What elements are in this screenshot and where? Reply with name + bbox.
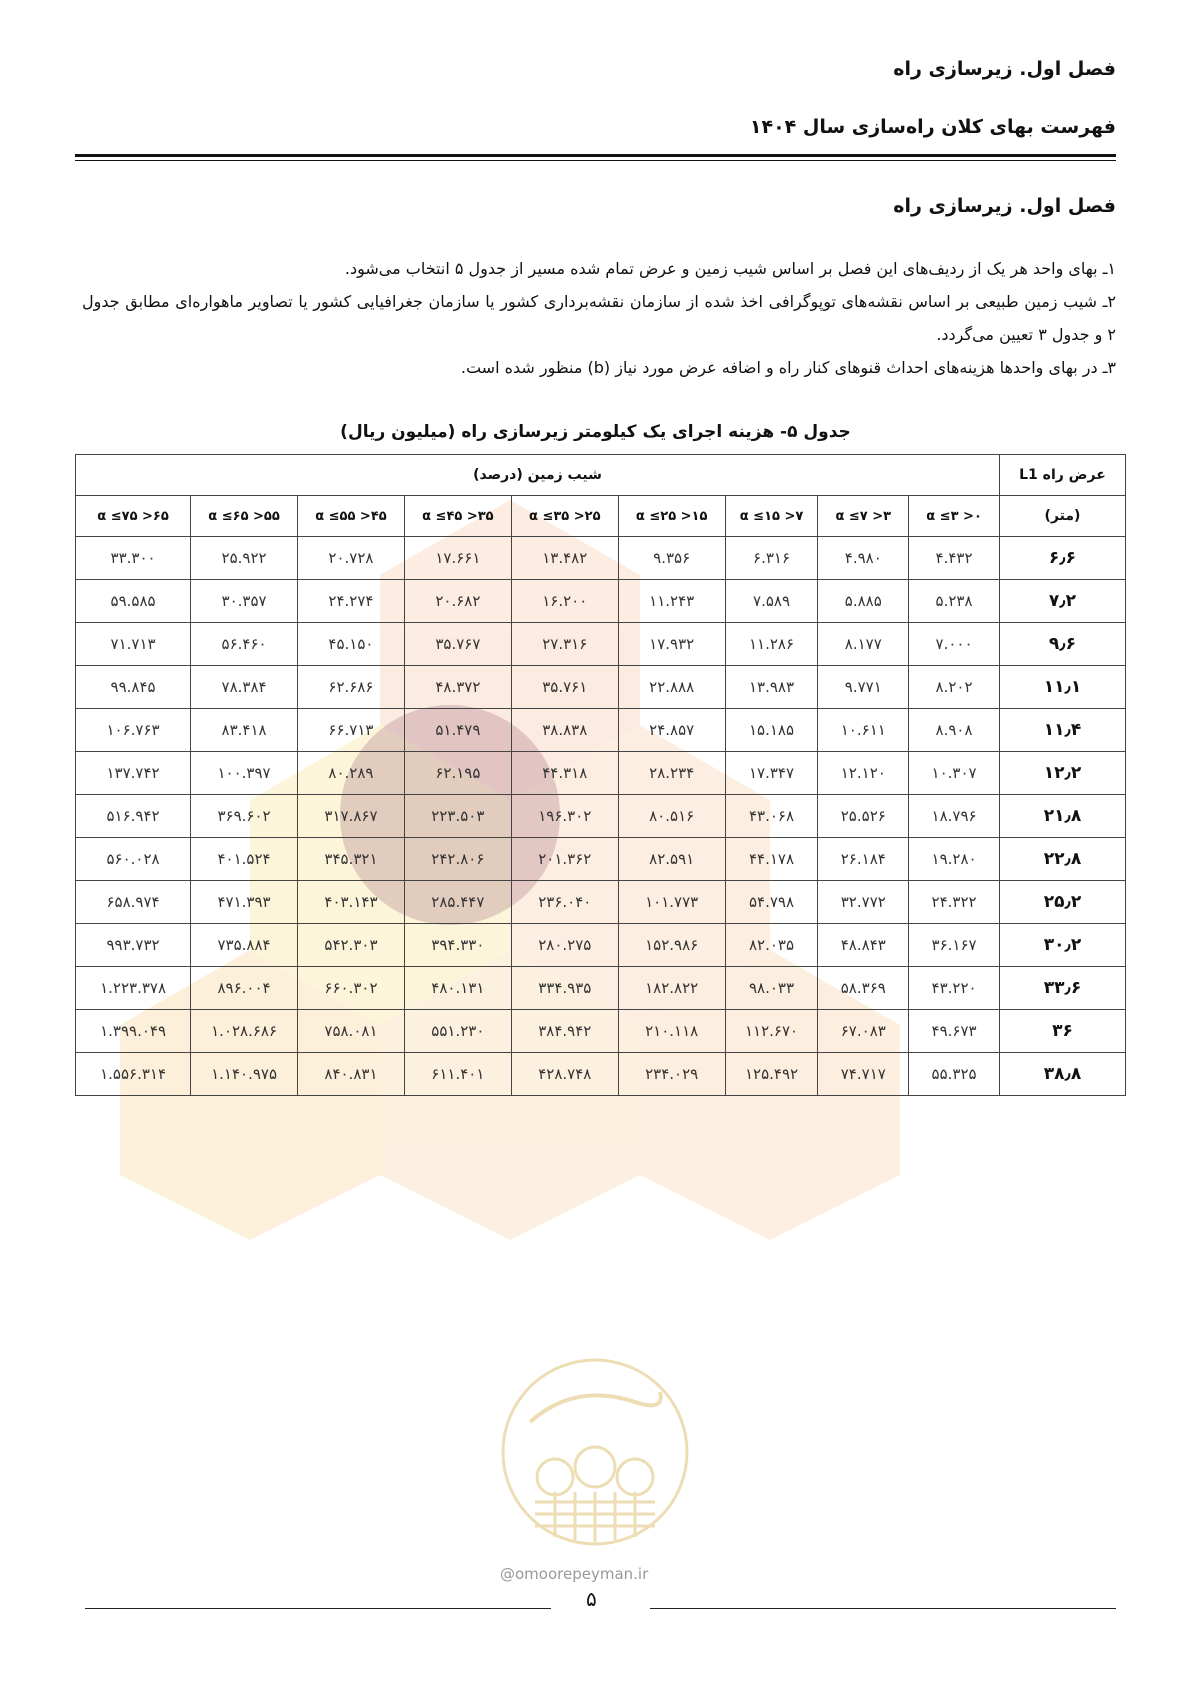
cost-cell: ۵۴.۷۹۸ xyxy=(725,881,818,924)
cost-cell: ۸۳.۴۱۸ xyxy=(191,709,298,752)
cost-cell: ۱۳.۴۸۲ xyxy=(511,537,618,580)
cost-cell: ۲۴.۲۷۴ xyxy=(298,580,405,623)
cost-cell: ۳۹۴.۳۳۰ xyxy=(404,924,511,967)
cost-cell: ۲۷.۳۱۶ xyxy=(511,623,618,666)
cost-cell: ۵.۲۳۸ xyxy=(909,580,1000,623)
slope-range-4: ۱۵< α ≤۲۵ xyxy=(618,496,725,537)
cost-cell: ۲۰.۷۲۸ xyxy=(298,537,405,580)
cost-cell: ۸.۲۰۲ xyxy=(909,666,1000,709)
cost-cell: ۶۱۱.۴۰۱ xyxy=(404,1053,511,1096)
road-width-cell: ۲۱٫۸ xyxy=(999,795,1125,838)
note-2: ۲ـ شیب زمین طبیعی بر اساس نقشه‌های توپوگرافی اخذ شده از سازمان نقشه‌برداری کشور یا سازمان جغرافیایی کشور یا تصاویر ماهواره‌ای مطابق جدول ۲ و جدول ۳ تعیین می‌گردد. xyxy=(82,292,1116,344)
cost-cell: ۴۰۱.۵۲۴ xyxy=(191,838,298,881)
slope-range-2: ۳< α ≤۷ xyxy=(818,496,909,537)
table-caption: جدول ۵- هزینه اجرای یک کیلومتر زیرسازی راه (میلیون ریال) xyxy=(340,422,851,442)
cost-cell: ۸۲.۰۳۵ xyxy=(725,924,818,967)
chapter-heading: فصل اول. زیرسازی راه xyxy=(893,58,1116,80)
cost-cell: ۷.۵۸۹ xyxy=(725,580,818,623)
slope-range-9: ۶۵< α ≤۷۵ xyxy=(76,496,191,537)
road-width-cell: ۲۵٫۲ xyxy=(999,881,1125,924)
cost-cell: ۹۸.۰۳۳ xyxy=(725,967,818,1010)
table-row xyxy=(76,1010,1126,1053)
cost-cell: ۱۸۲.۸۲۲ xyxy=(618,967,725,1010)
cost-cell: ۴۰۳.۱۴۳ xyxy=(298,881,405,924)
cost-cell: ۱۵۲.۹۸۶ xyxy=(618,924,725,967)
cost-cell: ۷۸.۳۸۴ xyxy=(191,666,298,709)
cost-cell: ۲۸۵.۴۴۷ xyxy=(404,881,511,924)
slope-range-5: ۲۵< α ≤۳۵ xyxy=(511,496,618,537)
cost-cell: ۱۶.۲۰۰ xyxy=(511,580,618,623)
cost-cell: ۱۱.۲۸۶ xyxy=(725,623,818,666)
cost-cell: ۵۵.۳۲۵ xyxy=(909,1053,1000,1096)
cost-cell: ۴۷۱.۳۹۳ xyxy=(191,881,298,924)
road-width-cell: ۷٫۲ xyxy=(999,580,1125,623)
cost-cell: ۲۱۰.۱۱۸ xyxy=(618,1010,725,1053)
cost-cell: ۴.۴۳۲ xyxy=(909,537,1000,580)
cost-cell: ۱.۰۲۸.۶۸۶ xyxy=(191,1010,298,1053)
road-cost-table xyxy=(75,454,1126,1096)
cost-cell: ۶۲.۶۸۶ xyxy=(298,666,405,709)
cost-cell: ۳۵.۷۶۱ xyxy=(511,666,618,709)
cost-cell: ۸۰.۲۸۹ xyxy=(298,752,405,795)
cost-cell: ۱۰۰.۳۹۷ xyxy=(191,752,298,795)
slope-range-3: ۷< α ≤۱۵ xyxy=(725,496,818,537)
road-width-cell: ۱۱٫۱ xyxy=(999,666,1125,709)
cost-cell: ۲۲.۸۸۸ xyxy=(618,666,725,709)
road-width-cell: ۳۰٫۲ xyxy=(999,924,1125,967)
page-number: ۵ xyxy=(586,1587,597,1611)
cost-cell: ۱۸.۷۹۶ xyxy=(909,795,1000,838)
table-row xyxy=(76,709,1126,752)
cost-cell: ۳۶۹.۶۰۲ xyxy=(191,795,298,838)
cost-cell: ۳۲.۷۷۲ xyxy=(818,881,909,924)
cost-cell: ۵.۸۸۵ xyxy=(818,580,909,623)
cost-cell: ۳۳.۳۰۰ xyxy=(76,537,191,580)
cost-cell: ۱۲.۱۲۰ xyxy=(818,752,909,795)
cost-cell: ۲۰۱.۳۶۲ xyxy=(511,838,618,881)
cost-cell: ۱۲۵.۴۹۲ xyxy=(725,1053,818,1096)
road-width-cell: ۳۳٫۶ xyxy=(999,967,1125,1010)
slope-range-7: ۴۵< α ≤۵۵ xyxy=(298,496,405,537)
table-row xyxy=(76,623,1126,666)
cost-cell: ۷۳۵.۸۸۴ xyxy=(191,924,298,967)
cost-cell: ۲۶.۱۸۴ xyxy=(818,838,909,881)
cost-cell: ۱۹۶.۳۰۲ xyxy=(511,795,618,838)
cost-cell: ۵۱.۴۷۹ xyxy=(404,709,511,752)
cost-cell: ۱۱.۲۴۳ xyxy=(618,580,725,623)
cost-cell: ۸۹۶.۰۰۴ xyxy=(191,967,298,1010)
cost-cell: ۱۷.۳۴۷ xyxy=(725,752,818,795)
cost-cell: ۳۸۴.۹۴۲ xyxy=(511,1010,618,1053)
cost-cell: ۱۰۶.۷۶۳ xyxy=(76,709,191,752)
cost-cell: ۶۲.۱۹۵ xyxy=(404,752,511,795)
footer-rule-left xyxy=(85,1608,551,1609)
cost-cell: ۲۴.۸۵۷ xyxy=(618,709,725,752)
road-width-cell: ۳۶ xyxy=(999,1010,1125,1053)
cost-cell: ۴۳.۰۶۸ xyxy=(725,795,818,838)
table-row xyxy=(76,752,1126,795)
cost-cell: ۸۲.۵۹۱ xyxy=(618,838,725,881)
cost-cell: ۷.۰۰۰ xyxy=(909,623,1000,666)
cost-cell: ۶۷.۰۸۳ xyxy=(818,1010,909,1053)
cost-cell: ۱۰.۶۱۱ xyxy=(818,709,909,752)
notes xyxy=(82,252,1116,384)
cost-cell: ۸۴۰.۸۳۱ xyxy=(298,1053,405,1096)
cost-cell: ۹۹.۸۴۵ xyxy=(76,666,191,709)
cost-cell: ۵۱۶.۹۴۲ xyxy=(76,795,191,838)
slope-header: شیب زمین (درصد) xyxy=(76,455,1000,496)
cost-cell: ۱۰۱.۷۷۳ xyxy=(618,881,725,924)
cost-cell: ۲۴.۳۲۲ xyxy=(909,881,1000,924)
cost-cell: ۴۸۰.۱۳۱ xyxy=(404,967,511,1010)
table-row xyxy=(76,924,1126,967)
cost-cell: ۱۷.۹۳۲ xyxy=(618,623,725,666)
price-list-title: فهرست بهای کلان راه‌سازی سال ۱۴۰۴ xyxy=(749,116,1116,138)
cost-cell: ۴۴.۱۷۸ xyxy=(725,838,818,881)
header-rule-thin xyxy=(75,160,1116,161)
cost-cell: ۲۸۰.۲۷۵ xyxy=(511,924,618,967)
cost-cell: ۱.۲۲۳.۳۷۸ xyxy=(76,967,191,1010)
cost-cell: ۱۷.۶۶۱ xyxy=(404,537,511,580)
slope-range-8: ۵۵< α ≤۶۵ xyxy=(191,496,298,537)
cost-cell: ۴۸.۸۴۳ xyxy=(818,924,909,967)
organization-logo xyxy=(495,1352,695,1552)
cost-cell: ۹.۷۷۱ xyxy=(818,666,909,709)
table-row xyxy=(76,967,1126,1010)
cost-cell: ۲۳۴.۰۲۹ xyxy=(618,1053,725,1096)
slope-range-6: ۳۵< α ≤۴۵ xyxy=(404,496,511,537)
cost-cell: ۴۹.۶۷۳ xyxy=(909,1010,1000,1053)
cost-cell: ۱۱۲.۶۷۰ xyxy=(725,1010,818,1053)
header-rule-thick xyxy=(75,154,1116,157)
cost-cell: ۳۸.۸۳۸ xyxy=(511,709,618,752)
cost-cell: ۴۸.۳۷۲ xyxy=(404,666,511,709)
road-width-cell: ۹٫۶ xyxy=(999,623,1125,666)
cost-cell: ۲۸.۲۳۴ xyxy=(618,752,725,795)
road-width-cell: ۱۲٫۲ xyxy=(999,752,1125,795)
cost-cell: ۲۳۶.۰۴۰ xyxy=(511,881,618,924)
cost-cell: ۸.۹۰۸ xyxy=(909,709,1000,752)
cost-cell: ۳۵.۷۶۷ xyxy=(404,623,511,666)
cost-cell: ۳۳۴.۹۳۵ xyxy=(511,967,618,1010)
cost-cell: ۴۲۸.۷۴۸ xyxy=(511,1053,618,1096)
table-row xyxy=(76,838,1126,881)
cost-cell: ۵۴۲.۳۰۳ xyxy=(298,924,405,967)
table-row xyxy=(76,537,1126,580)
cost-cell: ۱.۳۹۹.۰۴۹ xyxy=(76,1010,191,1053)
cost-cell: ۳۱۷.۸۶۷ xyxy=(298,795,405,838)
cost-cell: ۱.۵۵۶.۳۱۴ xyxy=(76,1053,191,1096)
cost-cell: ۹۹۳.۷۳۲ xyxy=(76,924,191,967)
cost-cell: ۵۶۰.۰۲۸ xyxy=(76,838,191,881)
note-1: ۱ـ بهای واحد هر یک از ردیف‌های این فصل بر اساس شیب زمین و عرض تمام شده مسیر از جدول ۵ انتخاب می‌شود. xyxy=(344,259,1116,278)
cost-cell: ۴۵.۱۵۰ xyxy=(298,623,405,666)
road-width-cell: ۶٫۶ xyxy=(999,537,1125,580)
road-width-cell: ۱۱٫۴ xyxy=(999,709,1125,752)
note-3: ۳ـ در بهای واحدها هزینه‌های احداث قنوهای کنار راه و اضافه عرض مورد نیاز (b) منظور شده است. xyxy=(460,358,1116,377)
road-width-cell: ۳۸٫۸ xyxy=(999,1053,1125,1096)
cost-cell: ۲۵.۹۲۲ xyxy=(191,537,298,580)
cost-cell: ۸.۱۷۷ xyxy=(818,623,909,666)
cost-cell: ۶۵۸.۹۷۴ xyxy=(76,881,191,924)
table-row xyxy=(76,580,1126,623)
cost-cell: ۸۰.۵۱۶ xyxy=(618,795,725,838)
cost-cell: ۳۰.۳۵۷ xyxy=(191,580,298,623)
cost-cell: ۴۴.۳۱۸ xyxy=(511,752,618,795)
website-label: @omoorepeyman.ir xyxy=(500,1565,649,1583)
slope-range-1: ۰< α ≤۳ xyxy=(909,496,1000,537)
cost-cell: ۱۵.۱۸۵ xyxy=(725,709,818,752)
cost-cell: ۵۵۱.۲۳۰ xyxy=(404,1010,511,1053)
table-row xyxy=(76,1053,1126,1096)
cost-cell: ۲۲۳.۵۰۳ xyxy=(404,795,511,838)
footer-rule-right xyxy=(650,1608,1116,1609)
width-unit: (متر) xyxy=(999,496,1125,537)
cost-cell: ۱.۱۴۰.۹۷۵ xyxy=(191,1053,298,1096)
cost-cell: ۷۵۸.۰۸۱ xyxy=(298,1010,405,1053)
page-header xyxy=(75,58,1116,138)
cost-cell: ۷۴.۷۱۷ xyxy=(818,1053,909,1096)
cost-cell: ۶۶۰.۳۰۲ xyxy=(298,967,405,1010)
table-body xyxy=(76,537,1126,1096)
table-row xyxy=(76,881,1126,924)
cost-cell: ۱۳۷.۷۴۲ xyxy=(76,752,191,795)
cost-cell: ۵۹.۵۸۵ xyxy=(76,580,191,623)
cost-cell: ۷۱.۷۱۳ xyxy=(76,623,191,666)
cost-cell: ۲۰.۶۸۲ xyxy=(404,580,511,623)
width-header xyxy=(999,455,1125,496)
cost-cell: ۹.۳۵۶ xyxy=(618,537,725,580)
cost-cell: ۴.۹۸۰ xyxy=(818,537,909,580)
cost-cell: ۲۵.۵۲۶ xyxy=(818,795,909,838)
road-width-cell: ۲۲٫۸ xyxy=(999,838,1125,881)
cost-cell: ۳۶.۱۶۷ xyxy=(909,924,1000,967)
cost-cell: ۱۳.۹۸۳ xyxy=(725,666,818,709)
cost-cell: ۴۳.۲۲۰ xyxy=(909,967,1000,1010)
cost-cell: ۶.۳۱۶ xyxy=(725,537,818,580)
width-header-label: عرض راه L1 xyxy=(1019,467,1106,483)
table-row xyxy=(76,666,1126,709)
cost-cell: ۱۹.۲۸۰ xyxy=(909,838,1000,881)
cost-cell: ۲۴۲.۸۰۶ xyxy=(404,838,511,881)
table-row xyxy=(76,795,1126,838)
cost-cell: ۵۸.۳۶۹ xyxy=(818,967,909,1010)
cost-cell: ۶۶.۷۱۳ xyxy=(298,709,405,752)
section-title: فصل اول. زیرسازی راه xyxy=(893,195,1116,217)
cost-cell: ۱۰.۳۰۷ xyxy=(909,752,1000,795)
cost-cell: ۵۶.۴۶۰ xyxy=(191,623,298,666)
cost-cell: ۳۴۵.۳۲۱ xyxy=(298,838,405,881)
